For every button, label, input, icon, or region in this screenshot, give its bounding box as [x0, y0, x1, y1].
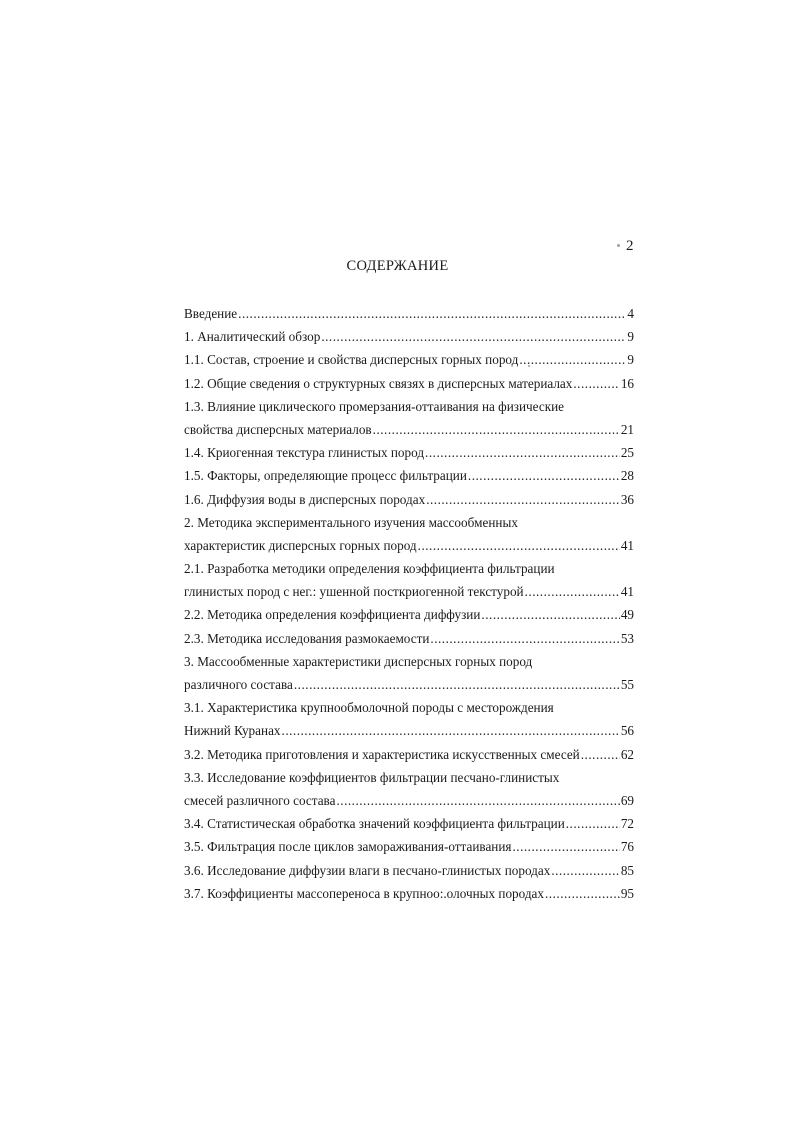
toc-entry-text: глинистых пород с нег.: ушенной посткриогенной текстурой — [184, 584, 524, 600]
toc-entry-page: 55 — [620, 677, 634, 692]
toc-entry-page: 9 — [627, 329, 634, 345]
toc-entry-page: 56 — [620, 723, 634, 739]
toc-entry-text: 3.3. Исследование коэффициентов фильтрации песчано-глинистых — [184, 769, 560, 785]
toc-entry — [184, 770, 634, 793]
toc-leader-dots — [321, 329, 626, 345]
toc-leader-dots — [426, 492, 620, 508]
toc-entry — [184, 492, 634, 515]
toc-entry — [184, 561, 634, 584]
toc-entry-text: 3.6. Исследование диффузии влаги в песчано-глинистых породах — [184, 862, 551, 878]
toc-entry-text: 2.2. Методика определения коэффициента диффузии — [184, 607, 481, 623]
toc-entry — [184, 816, 634, 839]
toc-entry-page: 36 — [620, 491, 634, 507]
toc-entry — [184, 886, 634, 909]
toc-entry — [184, 422, 634, 445]
toc-leader-dots — [512, 839, 619, 855]
toc-entry-page: 16 — [620, 375, 634, 391]
toc-entry — [184, 863, 634, 886]
toc-entry-page: 76 — [620, 839, 634, 855]
toc-entry-text: 3. Массообменные характеристики дисперсных горных пород — [184, 653, 533, 669]
toc-entry — [184, 723, 634, 746]
toc-entry-page: 21 — [620, 421, 634, 437]
toc-entry-text: 3.1. Характеристика крупнообмолочной породы с месторождения — [184, 700, 554, 716]
toc-entry-text: 2. Методика экспериментального изучения массообменных — [184, 514, 518, 530]
toc-entry-text: 3.7. Коэффициенты массопереноса в крупноо:.олочных породах — [184, 885, 544, 901]
scan-speck — [617, 244, 620, 247]
toc-leader-dots — [545, 886, 620, 902]
toc-entry-text: смесей различного состава — [184, 792, 336, 808]
toc-entry-text: 1.4. Криогенная текстура глинистых пород — [184, 445, 425, 461]
toc-entry-text: различного состава — [184, 677, 293, 692]
toc-leader-dots — [336, 793, 619, 809]
table-of-contents — [184, 306, 634, 909]
toc-entry — [184, 329, 634, 352]
toc-entry-text: 1.5. Факторы, определяющие процесс фильтрации — [184, 468, 467, 484]
scan-speck — [528, 365, 530, 367]
toc-entry-page: 41 — [620, 537, 634, 553]
toc-entry — [184, 538, 634, 561]
toc-entry-text: Нижний Куранах — [184, 723, 281, 739]
toc-leader-dots — [525, 584, 620, 600]
toc-entry-text: 3.4. Статистическая обработка значений коэффициента фильтрации — [184, 816, 565, 832]
toc-entry-page: 95 — [620, 885, 634, 901]
toc-entry — [184, 306, 634, 329]
toc-entry — [184, 584, 634, 607]
toc-entry — [184, 352, 634, 375]
toc-entry-page: 62 — [620, 746, 634, 762]
toc-entry-page: 49 — [620, 607, 634, 623]
page-title: СОДЕРЖАНИЕ — [346, 258, 449, 274]
toc-entry — [184, 677, 634, 700]
toc-entry — [184, 654, 634, 677]
toc-entry-text: характеристик дисперсных горных пород — [184, 537, 417, 553]
toc-leader-dots — [573, 376, 619, 392]
toc-entry — [184, 747, 634, 770]
toc-leader-dots — [238, 306, 626, 322]
toc-entry — [184, 839, 634, 862]
toc-entry-page: 41 — [620, 584, 634, 600]
toc-entry-text: 1. Аналитический обзор — [184, 329, 321, 345]
toc-entry — [184, 631, 634, 654]
toc-leader-dots — [425, 445, 620, 461]
toc-entry-text: 1.1. Состав, строение и свойства дисперсных горных пород — [184, 352, 519, 368]
page-number: 2 — [626, 238, 634, 254]
toc-entry — [184, 700, 634, 723]
toc-leader-dots — [294, 677, 620, 693]
toc-leader-dots — [430, 631, 619, 647]
toc-leader-dots — [551, 863, 620, 879]
toc-entry-text: 3.2. Методика приготовления и характеристика искусственных смесей — [184, 746, 580, 762]
toc-entry-text: 1.3. Влияние циклического промерзания-оттаивания на физические — [184, 398, 565, 414]
toc-entry-text: Введение — [184, 306, 238, 321]
toc-leader-dots — [418, 538, 620, 554]
toc-entry-text: свойства дисперсных материалов — [184, 421, 372, 437]
toc-leader-dots — [566, 816, 620, 832]
toc-entry-page: 85 — [620, 862, 634, 878]
toc-entry-page: 72 — [620, 816, 634, 832]
toc-entry-text: 2.3. Методика исследования размокаемости — [184, 630, 430, 646]
toc-entry-text: 1.6. Диффузия воды в дисперсных породах — [184, 491, 426, 507]
toc-entry — [184, 515, 634, 538]
toc-leader-dots — [282, 723, 620, 739]
toc-leader-dots — [519, 352, 626, 368]
toc-entry — [184, 399, 634, 422]
toc-leader-dots — [581, 747, 620, 763]
toc-leader-dots — [373, 422, 620, 438]
toc-entry — [184, 793, 634, 816]
toc-entry — [184, 607, 634, 630]
toc-entry — [184, 445, 634, 468]
toc-entry-page: 25 — [620, 445, 634, 461]
toc-entry-text: 1.2. Общие сведения о структурных связях в дисперсных материалах — [184, 375, 573, 391]
toc-entry-page: 4 — [627, 306, 634, 321]
toc-entry-text: 2.1. Разработка методики определения коэффициента фильтрации — [184, 561, 555, 577]
toc-entry-page: 28 — [620, 468, 634, 484]
toc-leader-dots — [468, 468, 620, 484]
toc-leader-dots — [481, 607, 619, 623]
toc-entry — [184, 468, 634, 491]
toc-entry — [184, 376, 634, 399]
toc-entry-page: 53 — [620, 630, 634, 646]
toc-entry-text: 3.5. Фильтрация после циклов замораживания-оттаивания — [184, 839, 512, 855]
toc-entry-page: 9 — [627, 352, 634, 368]
toc-entry-page: 69 — [620, 792, 634, 808]
